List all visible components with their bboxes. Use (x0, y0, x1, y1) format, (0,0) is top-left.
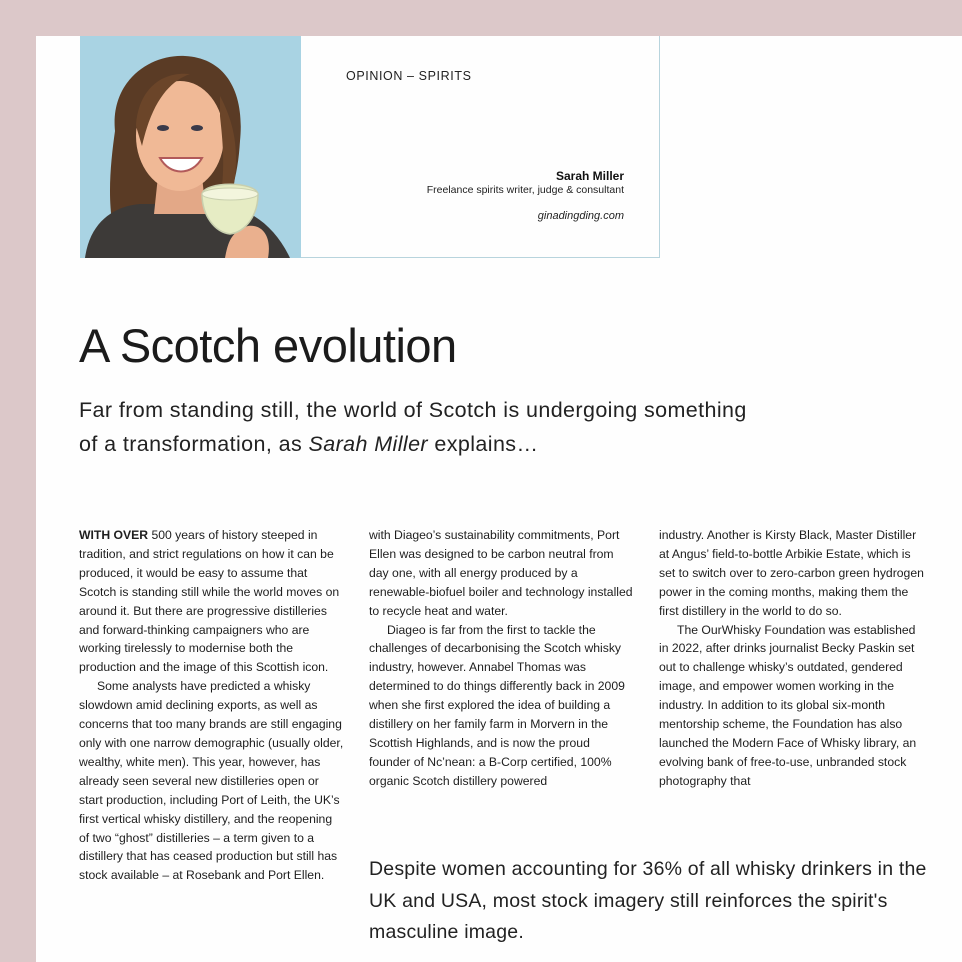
author-portrait-illustration (80, 36, 301, 258)
body-column-3 (659, 526, 924, 791)
body-paragraph: industry. Another is Kirsty Black, Master Distiller at Angus’ field-to-bottle Arbikie Estate, which is set to switch over to zero-carbon green hydrogen power in the coming months, making them the first distillery in the world to do so. (659, 528, 924, 618)
standfirst-author-name: Sarah Miller (308, 432, 428, 456)
magazine-page (36, 36, 962, 962)
lead-in-words: WITH OVER (79, 528, 149, 542)
author-block (427, 169, 624, 222)
paragraph-text: 500 years of history steeped in tradition, and strict regulations on how it can be produced, it would be easy to assume that Scotch is standing still while the world moves on around it. But there are progressive distilleries and forward-thinking campaigners who are working tirelessly to modernise both the production and the image of this Scottish icon. (79, 528, 340, 675)
author-photo (80, 36, 301, 258)
author-role: Freelance spirits writer, judge & consultant (426, 184, 624, 196)
article-headline: A Scotch evolution (79, 319, 457, 372)
body-paragraph: with Diageo’s sustainability commitments, Port Ellen was designed to be carbon neutral from day one, with all energy produced by a renewable-biofuel boiler and technology installed to recycle heat and water. (369, 528, 633, 618)
standfirst-text-end: explains… (428, 432, 539, 456)
body-paragraph (79, 526, 344, 677)
body-paragraph: The OurWhisky Foundation was established in 2022, after drinks journalist Becky Paskin set out to challenge whisky’s outdated, gendered image, and empower women working in the industry. In addition to its global six-month mentorship scheme, the Foundation has also launched the Modern Face of Whisky library, an evolving bank of free-to-use, unbranded stock photography that (659, 622, 917, 788)
body-column-1 (79, 526, 344, 885)
body-paragraph: Diageo is far from the first to tackle the challenges of decarbonising the Scotch whisky industry, however. Annabel Thomas was determined to do things differently back in 2009 when she first explored the idea of building a distillery on her family farm in Morvern in the Scottish Highlands, and is now the proud founder of Nc’nean: a B-Corp certified, 100% organic Scotch distillery powered (369, 622, 625, 788)
byline-box (301, 36, 660, 258)
author-website: ginadingding.com (537, 210, 624, 222)
standfirst-text-start: Far from standing still, the world of Scotch is undergoing something of a transformation, as (79, 398, 747, 456)
author-name: Sarah Miller (555, 169, 624, 183)
article-standfirst (79, 393, 759, 461)
section-kicker: OPINION – SPIRITS (346, 69, 472, 83)
body-paragraph: Some analysts have predicted a whisky slowdown amid declining exports, as well as concerns that too many brands are still engaging only with one narrow demographic (usually older, wealthy, white men). This year, however, has already seen several new distilleries open or start production, including Port of Leith, the UK’s first vertical whisky distillery, and the reopening of two “ghost” distilleries – a term given to a distillery that has ceased production but still has stock available – at Rosebank and Port Ellen. (79, 679, 344, 883)
body-column-2 (369, 526, 634, 791)
pull-quote: Despite women accounting for 36% of all whisky drinkers in the UK and USA, most stock imagery still reinforces the spirit's masculine image. (369, 858, 927, 943)
